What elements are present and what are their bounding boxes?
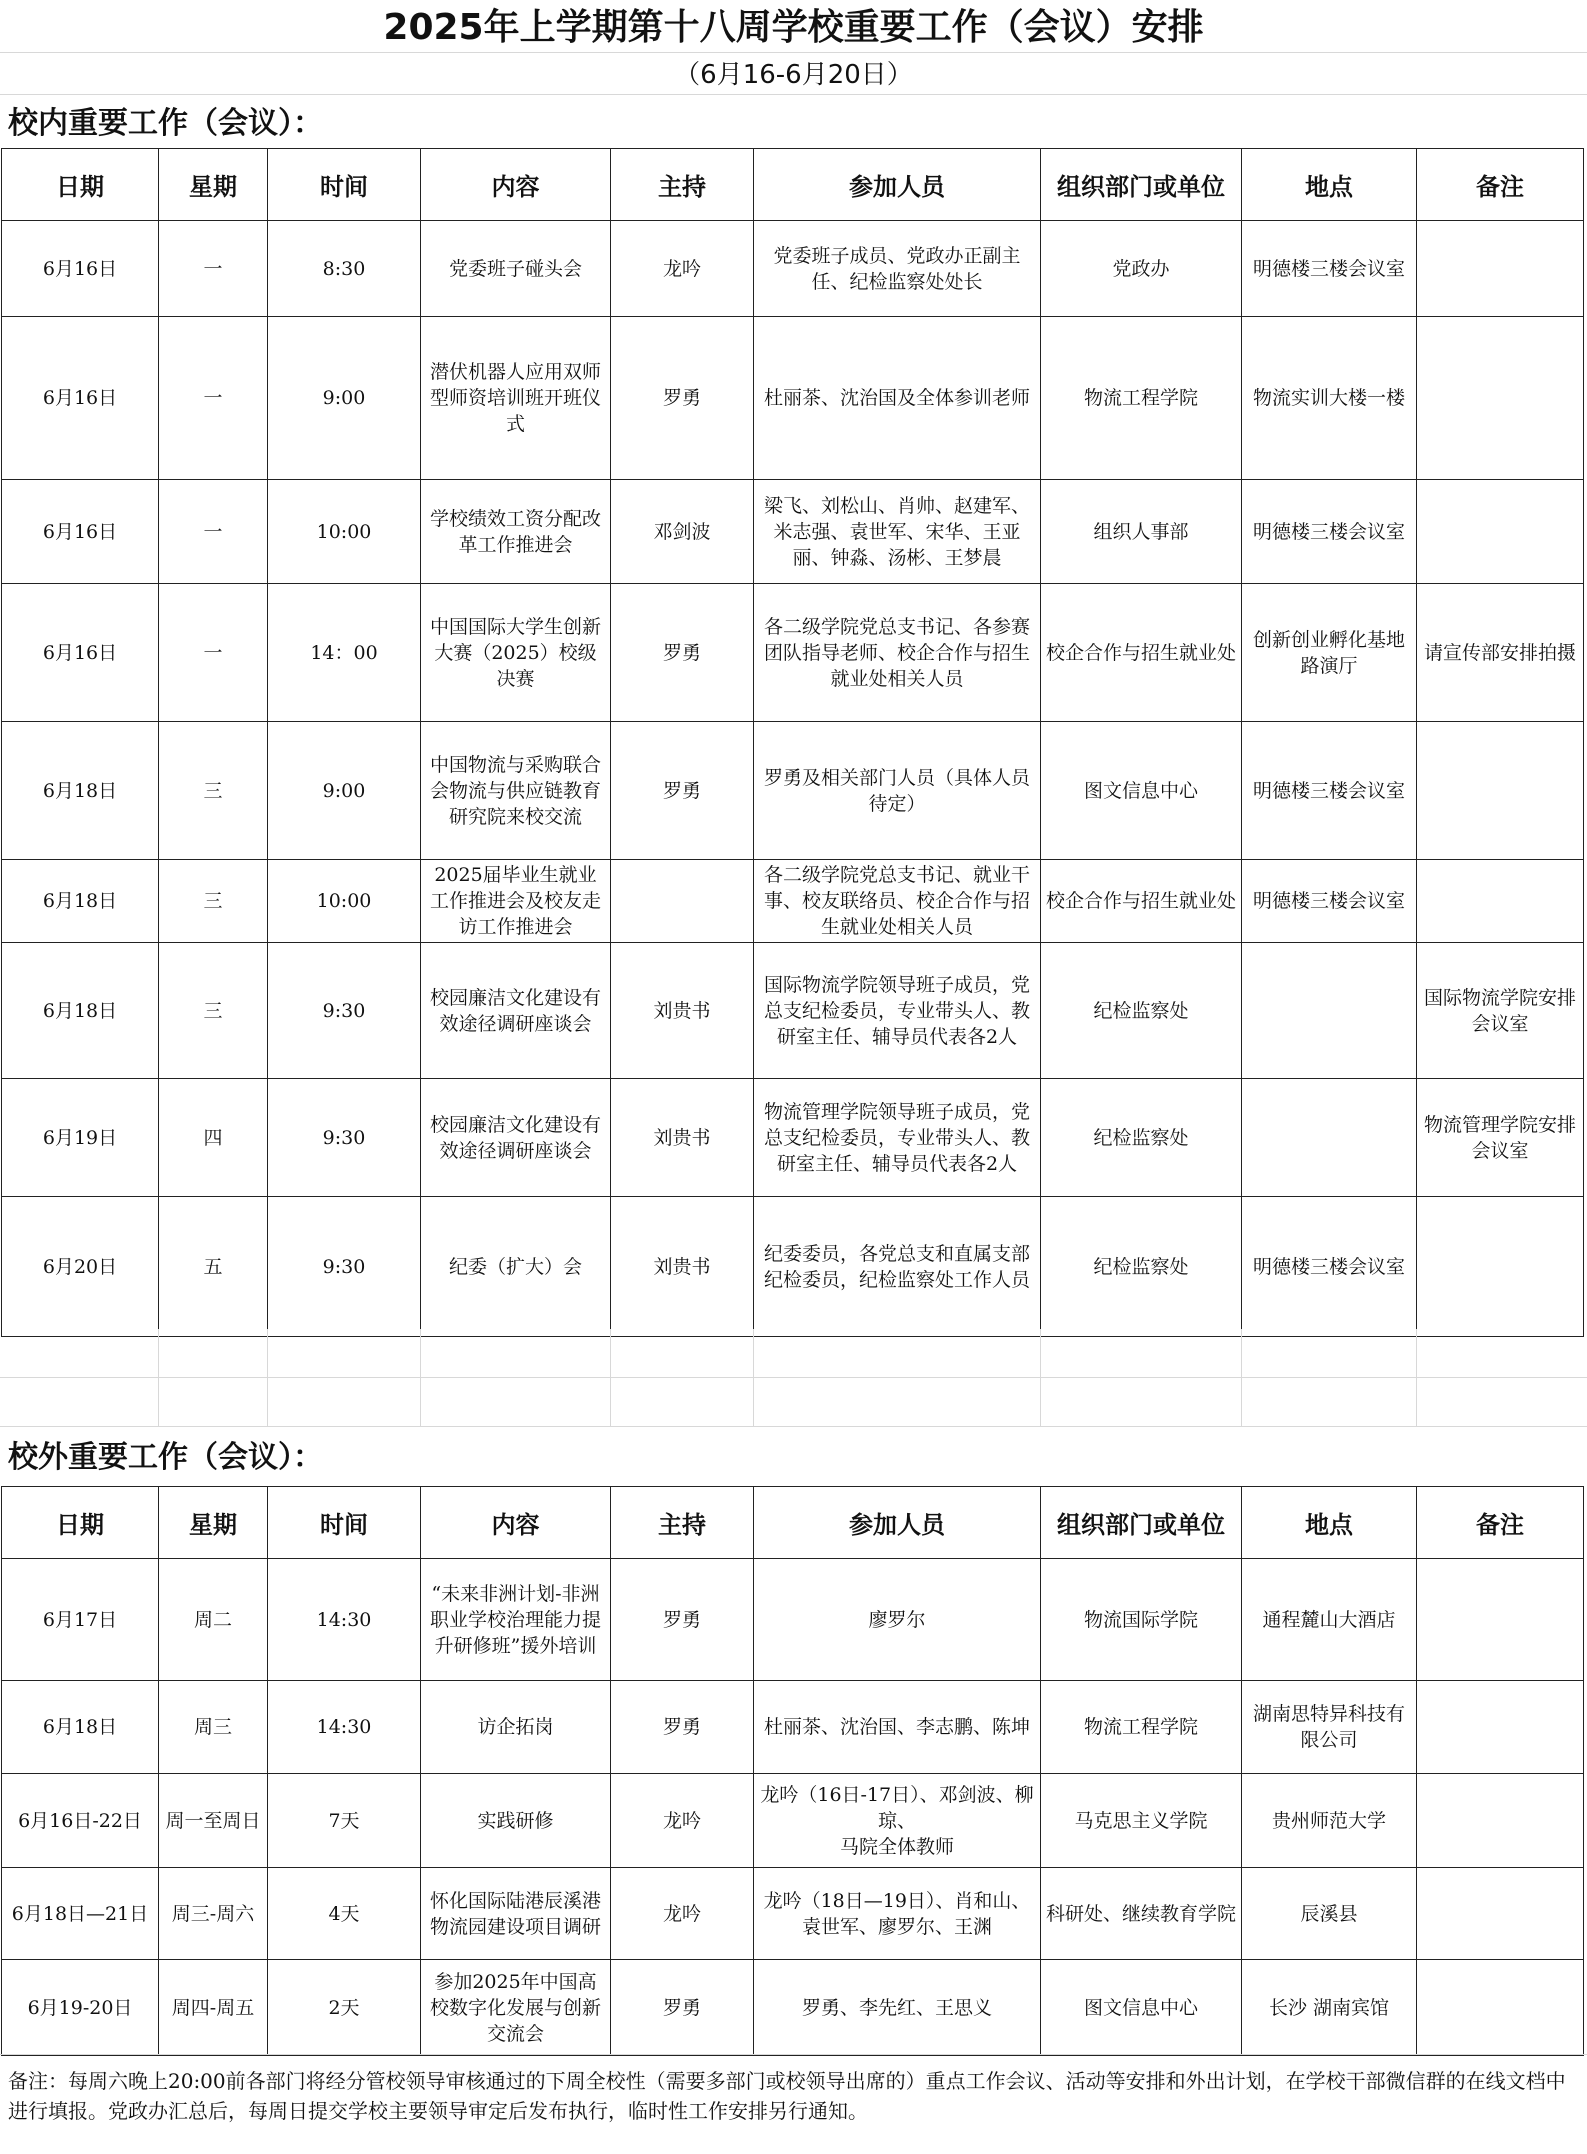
cell-notes [1417,221,1584,317]
cell-date: 6月16日-22日 [2,1774,159,1868]
cell-organizer: 组织人事部 [1041,480,1242,584]
column-header-notes: 备注 [1417,149,1584,221]
table-row [2,317,1584,480]
cell-weekday: 周一至周日 [159,1774,268,1868]
cell-time: 10:00 [268,860,421,943]
table-row [2,1774,1584,1868]
cell-date: 6月16日 [2,584,159,722]
cell-date: 6月17日 [2,1559,159,1681]
cell-weekday: 三 [159,860,268,943]
cell-date: 6月18日 [2,860,159,943]
cell-content: 中国国际大学生创新大赛（2025）校级决赛 [421,584,611,722]
cell-organizer: 纪检监察处 [1041,1079,1242,1197]
column-header-notes: 备注 [1417,1487,1584,1559]
internal-section-heading: 校内重要工作（会议）： [8,106,323,141]
cell-attendees: 各二级学院党总支书记、各参赛团队指导老师、校企合作与招生就业处相关人员 [754,584,1041,722]
cell-time: 8:30 [268,221,421,317]
cell-weekday: 一 [159,480,268,584]
cell-organizer: 纪检监察处 [1041,943,1242,1079]
cell-date: 6月20日 [2,1197,159,1337]
cell-time: 9:30 [268,1079,421,1197]
cell-host: 罗勇 [611,584,754,722]
cell-weekday: 一 [159,221,268,317]
cell-location [1242,943,1417,1079]
cell-content: 参加2025年中国高校数字化发展与创新交流会 [421,1960,611,2056]
cell-location: 长沙 湖南宾馆 [1242,1960,1417,2056]
cell-organizer: 校企合作与招生就业处 [1041,584,1242,722]
page-title: 2025年上学期第十八周学校重要工作（会议）安排 [383,7,1204,48]
cell-weekday: 周四-周五 [159,1960,268,2056]
column-header-organizer: 组织部门或单位 [1041,1487,1242,1559]
table-row [2,860,1584,943]
cell-attendees: 纪委委员，各党总支和直属支部纪检委员，纪检监察处工作人员 [754,1197,1041,1337]
cell-attendees: 梁飞、刘松山、肖帅、赵建军、米志强、袁世军、宋华、王亚丽、钟淼、汤彬、王梦晨 [754,480,1041,584]
cell-content: 访企拓岗 [421,1681,611,1774]
cell-date: 6月18日 [2,722,159,860]
cell-location: 物流实训大楼一楼 [1242,317,1417,480]
cell-location: 明德楼三楼会议室 [1242,221,1417,317]
table-row [2,221,1584,317]
column-header-location: 地点 [1242,149,1417,221]
cell-weekday: 周三 [159,1681,268,1774]
cell-host: 龙吟 [611,1774,754,1868]
cell-attendees: 杜丽茶、沈治国及全体参训老师 [754,317,1041,480]
cell-weekday: 周三-周六 [159,1868,268,1960]
cell-host: 罗勇 [611,1559,754,1681]
cell-weekday: 三 [159,943,268,1079]
cell-date: 6月19日 [2,1079,159,1197]
cell-location: 明德楼三楼会议室 [1242,480,1417,584]
header-row [2,149,1584,221]
divider [0,94,1587,95]
cell-time: 4天 [268,1868,421,1960]
cell-host: 罗勇 [611,722,754,860]
cell-notes [1417,860,1584,943]
cell-location: 明德楼三楼会议室 [1242,1197,1417,1337]
cell-location: 创新创业孵化基地路演厅 [1242,584,1417,722]
column-header-host: 主持 [611,1487,754,1559]
cell-host: 邓剑波 [611,480,754,584]
cell-time: 14：00 [268,584,421,722]
cell-host [611,860,754,943]
cell-date: 6月16日 [2,221,159,317]
column-header-host: 主持 [611,149,754,221]
external-section-heading: 校外重要工作（会议）： [8,1440,323,1475]
cell-organizer: 物流国际学院 [1041,1559,1242,1681]
cell-location: 明德楼三楼会议室 [1242,722,1417,860]
column-header-time: 时间 [268,149,421,221]
cell-organizer: 图文信息中心 [1041,722,1242,860]
cell-location: 辰溪县 [1242,1868,1417,1960]
cell-notes [1417,480,1584,584]
cell-host: 罗勇 [611,1681,754,1774]
cell-content: 校园廉洁文化建设有效途径调研座谈会 [421,1079,611,1197]
cell-host: 龙吟 [611,221,754,317]
empty-row [0,1378,1587,1427]
cell-attendees: 国际物流学院领导班子成员，党总支纪检委员，专业带头人、教研室主任、辅导员代表各2人 [754,943,1041,1079]
cell-weekday: 一 [159,584,268,722]
cell-time: 14:30 [268,1681,421,1774]
cell-time: 9:30 [268,943,421,1079]
cell-organizer: 党政办 [1041,221,1242,317]
cell-attendees: 各二级学院党总支书记、就业干事、校友联络员、校企合作与招生就业处相关人员 [754,860,1041,943]
cell-host: 刘贵书 [611,1079,754,1197]
cell-weekday: 五 [159,1197,268,1337]
cell-location: 通程麓山大酒店 [1242,1559,1417,1681]
header-row [2,1487,1584,1559]
cell-date: 6月16日 [2,480,159,584]
column-header-content: 内容 [421,149,611,221]
cell-attendees: 杜丽茶、沈治国、李志鹏、陈坤 [754,1681,1041,1774]
table-row [2,1559,1584,1681]
cell-notes [1417,1559,1584,1681]
cell-attendees: 廖罗尔 [754,1559,1041,1681]
divider [0,2054,1587,2055]
cell-location: 明德楼三楼会议室 [1242,860,1417,943]
cell-attendees: 龙吟（18日—19日）、肖和山、袁世军、廖罗尔、王渊 [754,1868,1041,1960]
cell-organizer: 校企合作与招生就业处 [1041,860,1242,943]
cell-host: 罗勇 [611,317,754,480]
cell-date: 6月16日 [2,317,159,480]
column-header-content: 内容 [421,1487,611,1559]
cell-host: 龙吟 [611,1868,754,1960]
column-header-location: 地点 [1242,1487,1417,1559]
cell-content: 中国物流与采购联合会物流与供应链教育研究院来校交流 [421,722,611,860]
cell-attendees: 罗勇及相关部门人员（具体人员待定） [754,722,1041,860]
cell-notes [1417,1960,1584,2056]
cell-weekday: 四 [159,1079,268,1197]
cell-host: 罗勇 [611,1960,754,2056]
cell-content: 怀化国际陆港辰溪港物流园建设项目调研 [421,1868,611,1960]
page-subtitle: （6月16-6月20日） [674,60,913,90]
column-header-attendees: 参加人员 [754,1487,1041,1559]
cell-organizer: 物流工程学院 [1041,317,1242,480]
table-row [2,943,1584,1079]
cell-attendees: 党委班子成员、党政办正副主任、纪检监察处处长 [754,221,1041,317]
external-schedule-table [1,1486,1584,2056]
table-row [2,1681,1584,1774]
cell-time: 9:30 [268,1197,421,1337]
cell-notes [1417,722,1584,860]
cell-weekday: 周二 [159,1559,268,1681]
cell-time: 7天 [268,1774,421,1868]
cell-date: 6月18日 [2,1681,159,1774]
cell-time: 10:00 [268,480,421,584]
cell-organizer: 物流工程学院 [1041,1681,1242,1774]
empty-spreadsheet-rows [0,1329,1587,1427]
cell-attendees: 罗勇、李先红、王思义 [754,1960,1041,2056]
cell-host: 刘贵书 [611,943,754,1079]
cell-date: 6月18日 [2,943,159,1079]
cell-location [1242,1079,1417,1197]
cell-organizer: 科研处、继续教育学院 [1041,1868,1242,1960]
column-header-weekday: 星期 [159,1487,268,1559]
table-row [2,1079,1584,1197]
cell-attendees: 物流管理学院领导班子成员，党总支纪检委员，专业带头人、教研室主任、辅导员代表各2人 [754,1079,1041,1197]
table-row [2,722,1584,860]
cell-notes: 物流管理学院安排会议室 [1417,1079,1584,1197]
cell-notes: 国际物流学院安排会议室 [1417,943,1584,1079]
cell-notes [1417,1774,1584,1868]
cell-organizer: 图文信息中心 [1041,1960,1242,2056]
cell-content: 实践研修 [421,1774,611,1868]
table-row [2,1197,1584,1337]
cell-organizer: 纪检监察处 [1041,1197,1242,1337]
cell-time: 2天 [268,1960,421,2056]
divider [0,52,1587,53]
empty-row [0,1329,1587,1378]
table-row [2,1960,1584,2056]
internal-schedule-table [1,148,1584,1337]
cell-notes [1417,1197,1584,1337]
column-header-date: 日期 [2,1487,159,1559]
cell-time: 14:30 [268,1559,421,1681]
table-row [2,1868,1584,1960]
cell-content: 党委班子碰头会 [421,221,611,317]
footnote: 备注：每周六晚上20:00前各部门将经分管校领导审核通过的下周全校性（需要多部门或校领导出席的）重点工作会议、活动等安排和外出计划，在学校干部微信群的在线文档中进行填报。党政办汇总后，每周日提交学校主要领导审定后发布执行，临时性工作安排另行通知。 [8,2069,1566,2123]
cell-content: 纪委（扩大）会 [421,1197,611,1337]
cell-date: 6月18日—21日 [2,1868,159,1960]
cell-time: 9:00 [268,722,421,860]
cell-weekday: 三 [159,722,268,860]
column-header-time: 时间 [268,1487,421,1559]
cell-weekday: 一 [159,317,268,480]
cell-notes [1417,317,1584,480]
cell-content: 潜伏机器人应用双师型师资培训班开班仪式 [421,317,611,480]
cell-content: 学校绩效工资分配改革工作推进会 [421,480,611,584]
cell-notes [1417,1681,1584,1774]
cell-attendees: 龙吟（16日-17日）、邓剑波、柳琼、 马院全体教师 [754,1774,1041,1868]
column-header-organizer: 组织部门或单位 [1041,149,1242,221]
cell-host: 刘贵书 [611,1197,754,1337]
cell-content: 校园廉洁文化建设有效途径调研座谈会 [421,943,611,1079]
table-row [2,480,1584,584]
table-row [2,584,1584,722]
column-header-attendees: 参加人员 [754,149,1041,221]
cell-content: 2025届毕业生就业工作推进会及校友走访工作推进会 [421,860,611,943]
column-header-date: 日期 [2,149,159,221]
cell-date: 6月19-20日 [2,1960,159,2056]
cell-location: 贵州师范大学 [1242,1774,1417,1868]
cell-organizer: 马克思主义学院 [1041,1774,1242,1868]
cell-notes: 请宣传部安排拍摄 [1417,584,1584,722]
cell-time: 9:00 [268,317,421,480]
cell-content: “未来非洲计划-非洲职业学校治理能力提升研修班”援外培训 [421,1559,611,1681]
column-header-weekday: 星期 [159,149,268,221]
cell-notes [1417,1868,1584,1960]
cell-location: 湖南思特异科技有限公司 [1242,1681,1417,1774]
